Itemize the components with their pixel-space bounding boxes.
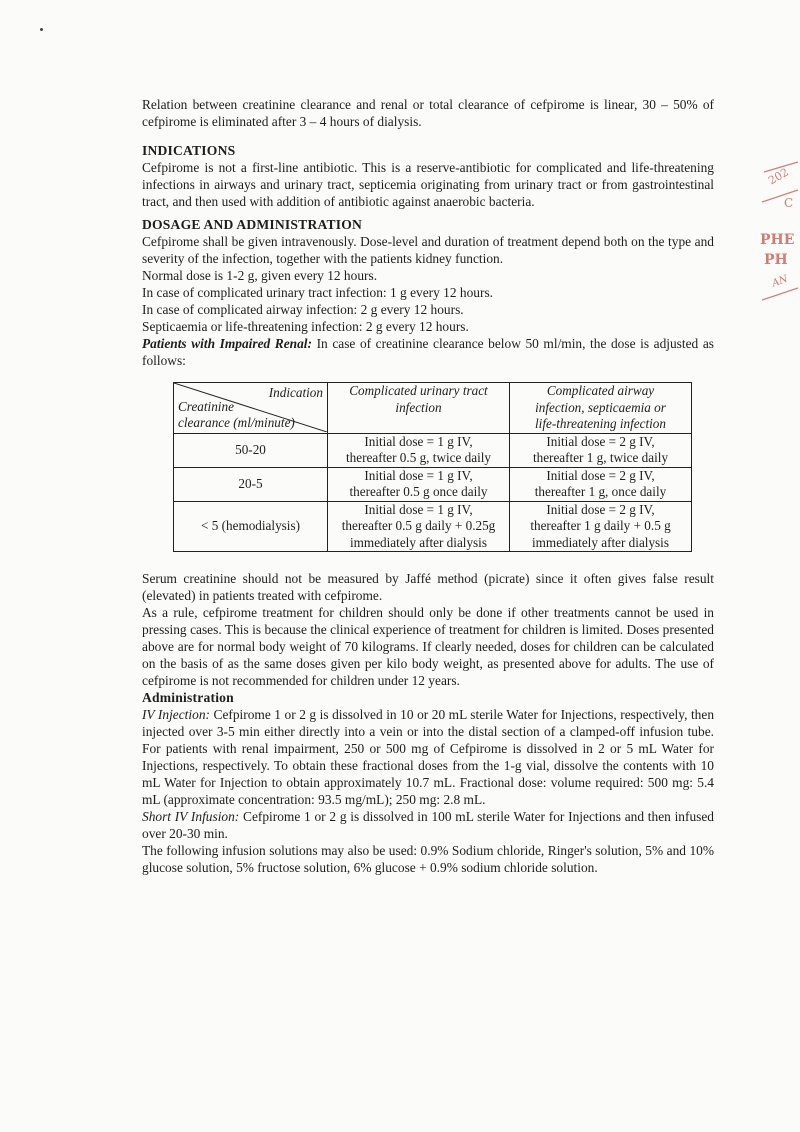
administration-heading: Administration — [142, 690, 234, 705]
partial-stamp — [758, 160, 798, 320]
stamp-text-2: C — [784, 196, 794, 210]
document-body — [142, 96, 714, 876]
table-row — [174, 501, 692, 552]
stamp-text-1: 202 — [766, 165, 791, 188]
uti-dose: In case of complicated urinary tract infection: 1 g every 12 hours. — [142, 285, 494, 300]
septicaemia-dose: Septicaemia or life-threatening infection: 2 g every 12 hours. — [142, 319, 469, 334]
iv-injection-text: Cefpirome 1 or 2 g is dissolved in 10 or 20 mL sterile Water for Injections, respectively, then injected over 3-5 min either directly into a vein or into the distal section of a clamped-off infusion tube. For patients with renal impairment, 250 or 500 mg of Cefpirome is dissolved in 2 or 5 mL Water for Injections, respectively. To obtain these fractional doses from the 1-g vial, dissolve the contents with 10 mL Water for Injection to obtain approximately 10.7 mL. Fractional dose: volume required: 500 mg: 5.4 mL (approximate concentration: 93.5 mg/mL); 250 mg: 2.8 mL. — [142, 707, 715, 807]
uti-dose-cell: Initial dose = 1 g IV, thereafter 0.5 g daily + 0.25g immediately after dialysis — [328, 501, 510, 552]
jaffe-note: Serum creatinine should not be measured by Jaffé method (picrate) since it often gives false result (elevated) in patients treated with cefpirome. — [142, 571, 714, 603]
table-row — [174, 467, 692, 501]
short-infusion-text: Cefpirome 1 or 2 g is dissolved in 100 mL sterile Water for Injections and then infused over 20-30 min. — [142, 809, 714, 841]
airway-dose-cell: Initial dose = 2 g IV, thereafter 1 g, twice daily — [510, 433, 692, 467]
table-corner-cell — [174, 383, 328, 434]
normal-dose: Normal dose is 1-2 g, given every 12 hours. — [142, 268, 378, 283]
infusion-solutions: The following infusion solutions may also be used: 0.9% Sodium chloride, Ringer's solution, 5% and 10% glucose solution, 5% fructose solution, 6% glucose + 0.9% sodium chloride solution. — [142, 843, 714, 875]
indications-text: Cefpirome is not a first-line antibiotic. This is a reserve-antibiotic for complicated and life-threatening infections in airways and urinary tract, septicemia originating from urinary tract or from gastrointestinal tract, and then used with addition of antibiotic against anaerobic bacteria. — [142, 160, 714, 209]
iv-injection-label: IV Injection: — [142, 707, 210, 722]
corner-indication-label: Indication — [268, 385, 323, 400]
clearance-cell: 20-5 — [174, 467, 328, 501]
table-row — [174, 433, 692, 467]
intro-paragraph: Relation between creatinine clearance and renal or total clearance of cefpirome is linear, 30 – 50% of cefpirome is eliminated after 3 – 4 hours of dialysis. — [142, 97, 714, 129]
short-infusion-label: Short IV Infusion: — [142, 809, 240, 824]
impaired-renal-label: Patients with Impaired Renal: — [142, 336, 312, 351]
uti-dose-cell: Initial dose = 1 g IV, thereafter 0.5 g once daily — [328, 467, 510, 501]
stamp-text-3: PHE — [760, 232, 795, 248]
uti-dose-cell: Initial dose = 1 g IV, thereafter 0.5 g, twice daily — [328, 433, 510, 467]
indications-heading: INDICATIONS — [142, 143, 236, 158]
clearance-cell: 50-20 — [174, 433, 328, 467]
impaired-renal-text: In case of creatinine clearance below 50 ml/min, the dose is adjusted as follows: — [142, 336, 714, 368]
children-paragraph: As a rule, cefpirome treatment for children should only be done if other treatments cannot be used in pressing cases. This is because the clinical experience of treatment for children is limited. Doses presented above are for normal body weight of 70 kilograms. If clearly needed, doses for children can be calculated on the basis of as the same doses given per kilo body weight, as presented above for adults. The use of cefpirome is not recommended for children under 12 years. — [142, 605, 714, 688]
corner-clearance-line-1: Creatinine — [178, 398, 234, 414]
stamp-text-5: AN — [770, 273, 790, 290]
table-header-row — [174, 383, 692, 434]
airway-dose-cell: Initial dose = 2 g IV, thereafter 1 g, once daily — [510, 467, 692, 501]
clearance-cell: < 5 (hemodialysis) — [174, 501, 328, 552]
column-header-airway: Complicated airway infection, septicaemia or life-threatening infection — [510, 383, 692, 434]
impaired-renal-paragraph — [142, 335, 714, 369]
corner-clearance-label — [178, 399, 295, 432]
dosage-heading: DOSAGE AND ADMINISTRATION — [142, 217, 363, 232]
airway-dose: In case of complicated airway infection: 2 g every 12 hours. — [142, 302, 464, 317]
iv-injection-paragraph — [142, 706, 714, 808]
column-header-uti: Complicated urinary tract infection — [328, 383, 510, 434]
dose-adjustment-table — [173, 382, 692, 552]
dosage-intro: Cefpirome shall be given intravenously. Dose-level and duration of treatment depend both on the type and severity of the infection, together with the patients kidney function. — [142, 234, 714, 266]
short-infusion-paragraph — [142, 808, 714, 842]
corner-clearance-line-2: clearance (ml/minute) — [178, 415, 295, 430]
airway-dose-cell: Initial dose = 2 g IV, thereafter 1 g daily + 0.5 g immediately after dialysis — [510, 501, 692, 552]
scan-speck — [40, 28, 43, 31]
stamp-text-4: PH — [764, 252, 788, 268]
